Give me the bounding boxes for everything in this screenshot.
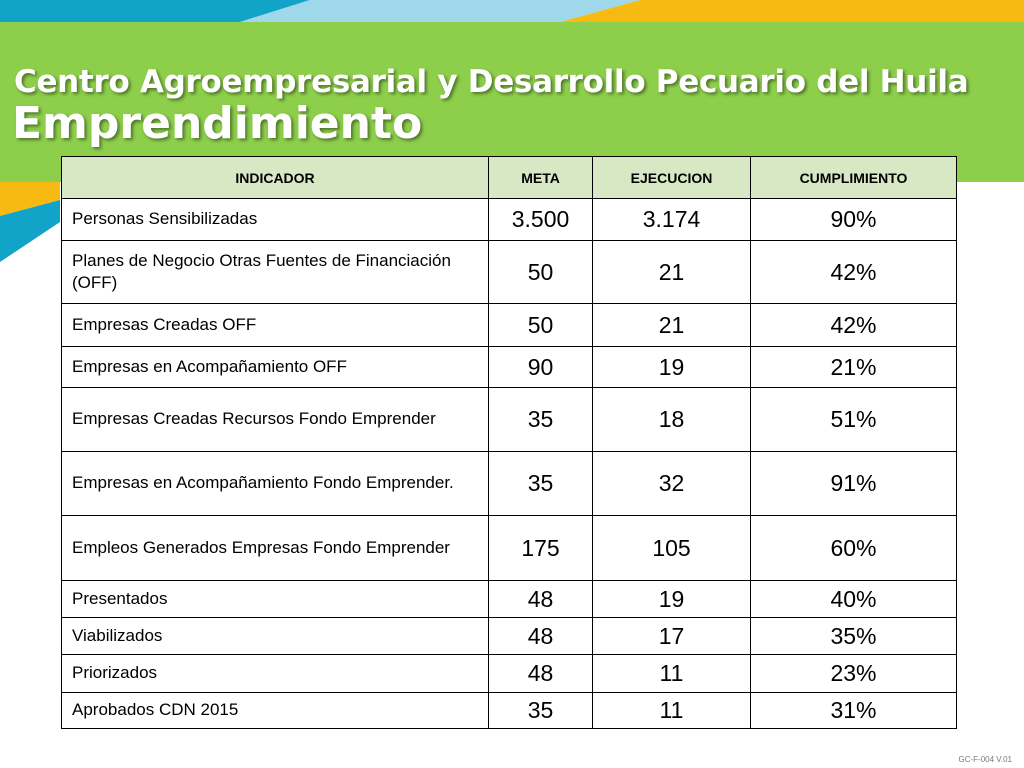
ejecucion-cell: 21 xyxy=(593,241,751,304)
ejecucion-cell: 21 xyxy=(593,304,751,347)
table-header-row xyxy=(62,157,957,199)
column-header-ejecucion: EJECUCION xyxy=(593,157,751,199)
meta-cell: 50 xyxy=(489,241,593,304)
table-row xyxy=(62,452,957,516)
indicador-cell: Empresas Creadas Recursos Fondo Emprender xyxy=(62,388,489,452)
cumplimiento-cell: 51% xyxy=(751,388,957,452)
left-wedge-shapes xyxy=(0,182,60,272)
cumplimiento-cell: 42% xyxy=(751,304,957,347)
cumplimiento-cell: 60% xyxy=(751,516,957,581)
cumplimiento-cell: 31% xyxy=(751,693,957,729)
cumplimiento-cell: 91% xyxy=(751,452,957,516)
table-row xyxy=(62,581,957,618)
ejecucion-cell: 11 xyxy=(593,693,751,729)
page-title: Centro Agroempresarial y Desarrollo Pecuario del Huila xyxy=(14,64,969,100)
table-row xyxy=(62,655,957,693)
indicador-cell: Empresas en Acompañamiento Fondo Emprender. xyxy=(62,452,489,516)
ejecucion-cell: 17 xyxy=(593,618,751,655)
table-row xyxy=(62,199,957,241)
indicador-cell: Planes de Negocio Otras Fuentes de Financiación (OFF) xyxy=(62,241,489,304)
meta-cell: 50 xyxy=(489,304,593,347)
meta-cell: 35 xyxy=(489,388,593,452)
ejecucion-cell: 18 xyxy=(593,388,751,452)
indicador-cell: Empleos Generados Empresas Fondo Emprender xyxy=(62,516,489,581)
column-header-meta: META xyxy=(489,157,593,199)
ejecucion-cell: 105 xyxy=(593,516,751,581)
indicador-cell: Empresas en Acompañamiento OFF xyxy=(62,347,489,388)
ejecucion-cell: 3.174 xyxy=(593,199,751,241)
meta-cell: 48 xyxy=(489,581,593,618)
meta-cell: 3.500 xyxy=(489,199,593,241)
page-subtitle: Emprendimiento xyxy=(12,98,423,149)
table-row xyxy=(62,304,957,347)
top-stripes xyxy=(0,0,1024,22)
meta-cell: 48 xyxy=(489,618,593,655)
column-header-indicador: INDICADOR xyxy=(62,157,489,199)
cumplimiento-cell: 42% xyxy=(751,241,957,304)
indicators-table xyxy=(61,156,957,729)
table-row xyxy=(62,388,957,452)
meta-cell: 35 xyxy=(489,452,593,516)
indicador-cell: Viabilizados xyxy=(62,618,489,655)
table-row xyxy=(62,347,957,388)
table-row xyxy=(62,618,957,655)
ejecucion-cell: 19 xyxy=(593,347,751,388)
table-row xyxy=(62,516,957,581)
meta-cell: 48 xyxy=(489,655,593,693)
cumplimiento-cell: 21% xyxy=(751,347,957,388)
ejecucion-cell: 11 xyxy=(593,655,751,693)
ejecucion-cell: 19 xyxy=(593,581,751,618)
ejecucion-cell: 32 xyxy=(593,452,751,516)
meta-cell: 35 xyxy=(489,693,593,729)
indicador-cell: Priorizados xyxy=(62,655,489,693)
column-header-cumplimiento: CUMPLIMIENTO xyxy=(751,157,957,199)
cumplimiento-cell: 40% xyxy=(751,581,957,618)
table-row xyxy=(62,693,957,729)
indicador-cell: Presentados xyxy=(62,581,489,618)
meta-cell: 90 xyxy=(489,347,593,388)
cumplimiento-cell: 90% xyxy=(751,199,957,241)
table-row xyxy=(62,241,957,304)
cumplimiento-cell: 35% xyxy=(751,618,957,655)
document-code: GC-F-004 V.01 xyxy=(958,755,1012,764)
cumplimiento-cell: 23% xyxy=(751,655,957,693)
indicador-cell: Empresas Creadas OFF xyxy=(62,304,489,347)
indicador-cell: Aprobados CDN 2015 xyxy=(62,693,489,729)
indicador-cell: Personas Sensibilizadas xyxy=(62,199,489,241)
meta-cell: 175 xyxy=(489,516,593,581)
